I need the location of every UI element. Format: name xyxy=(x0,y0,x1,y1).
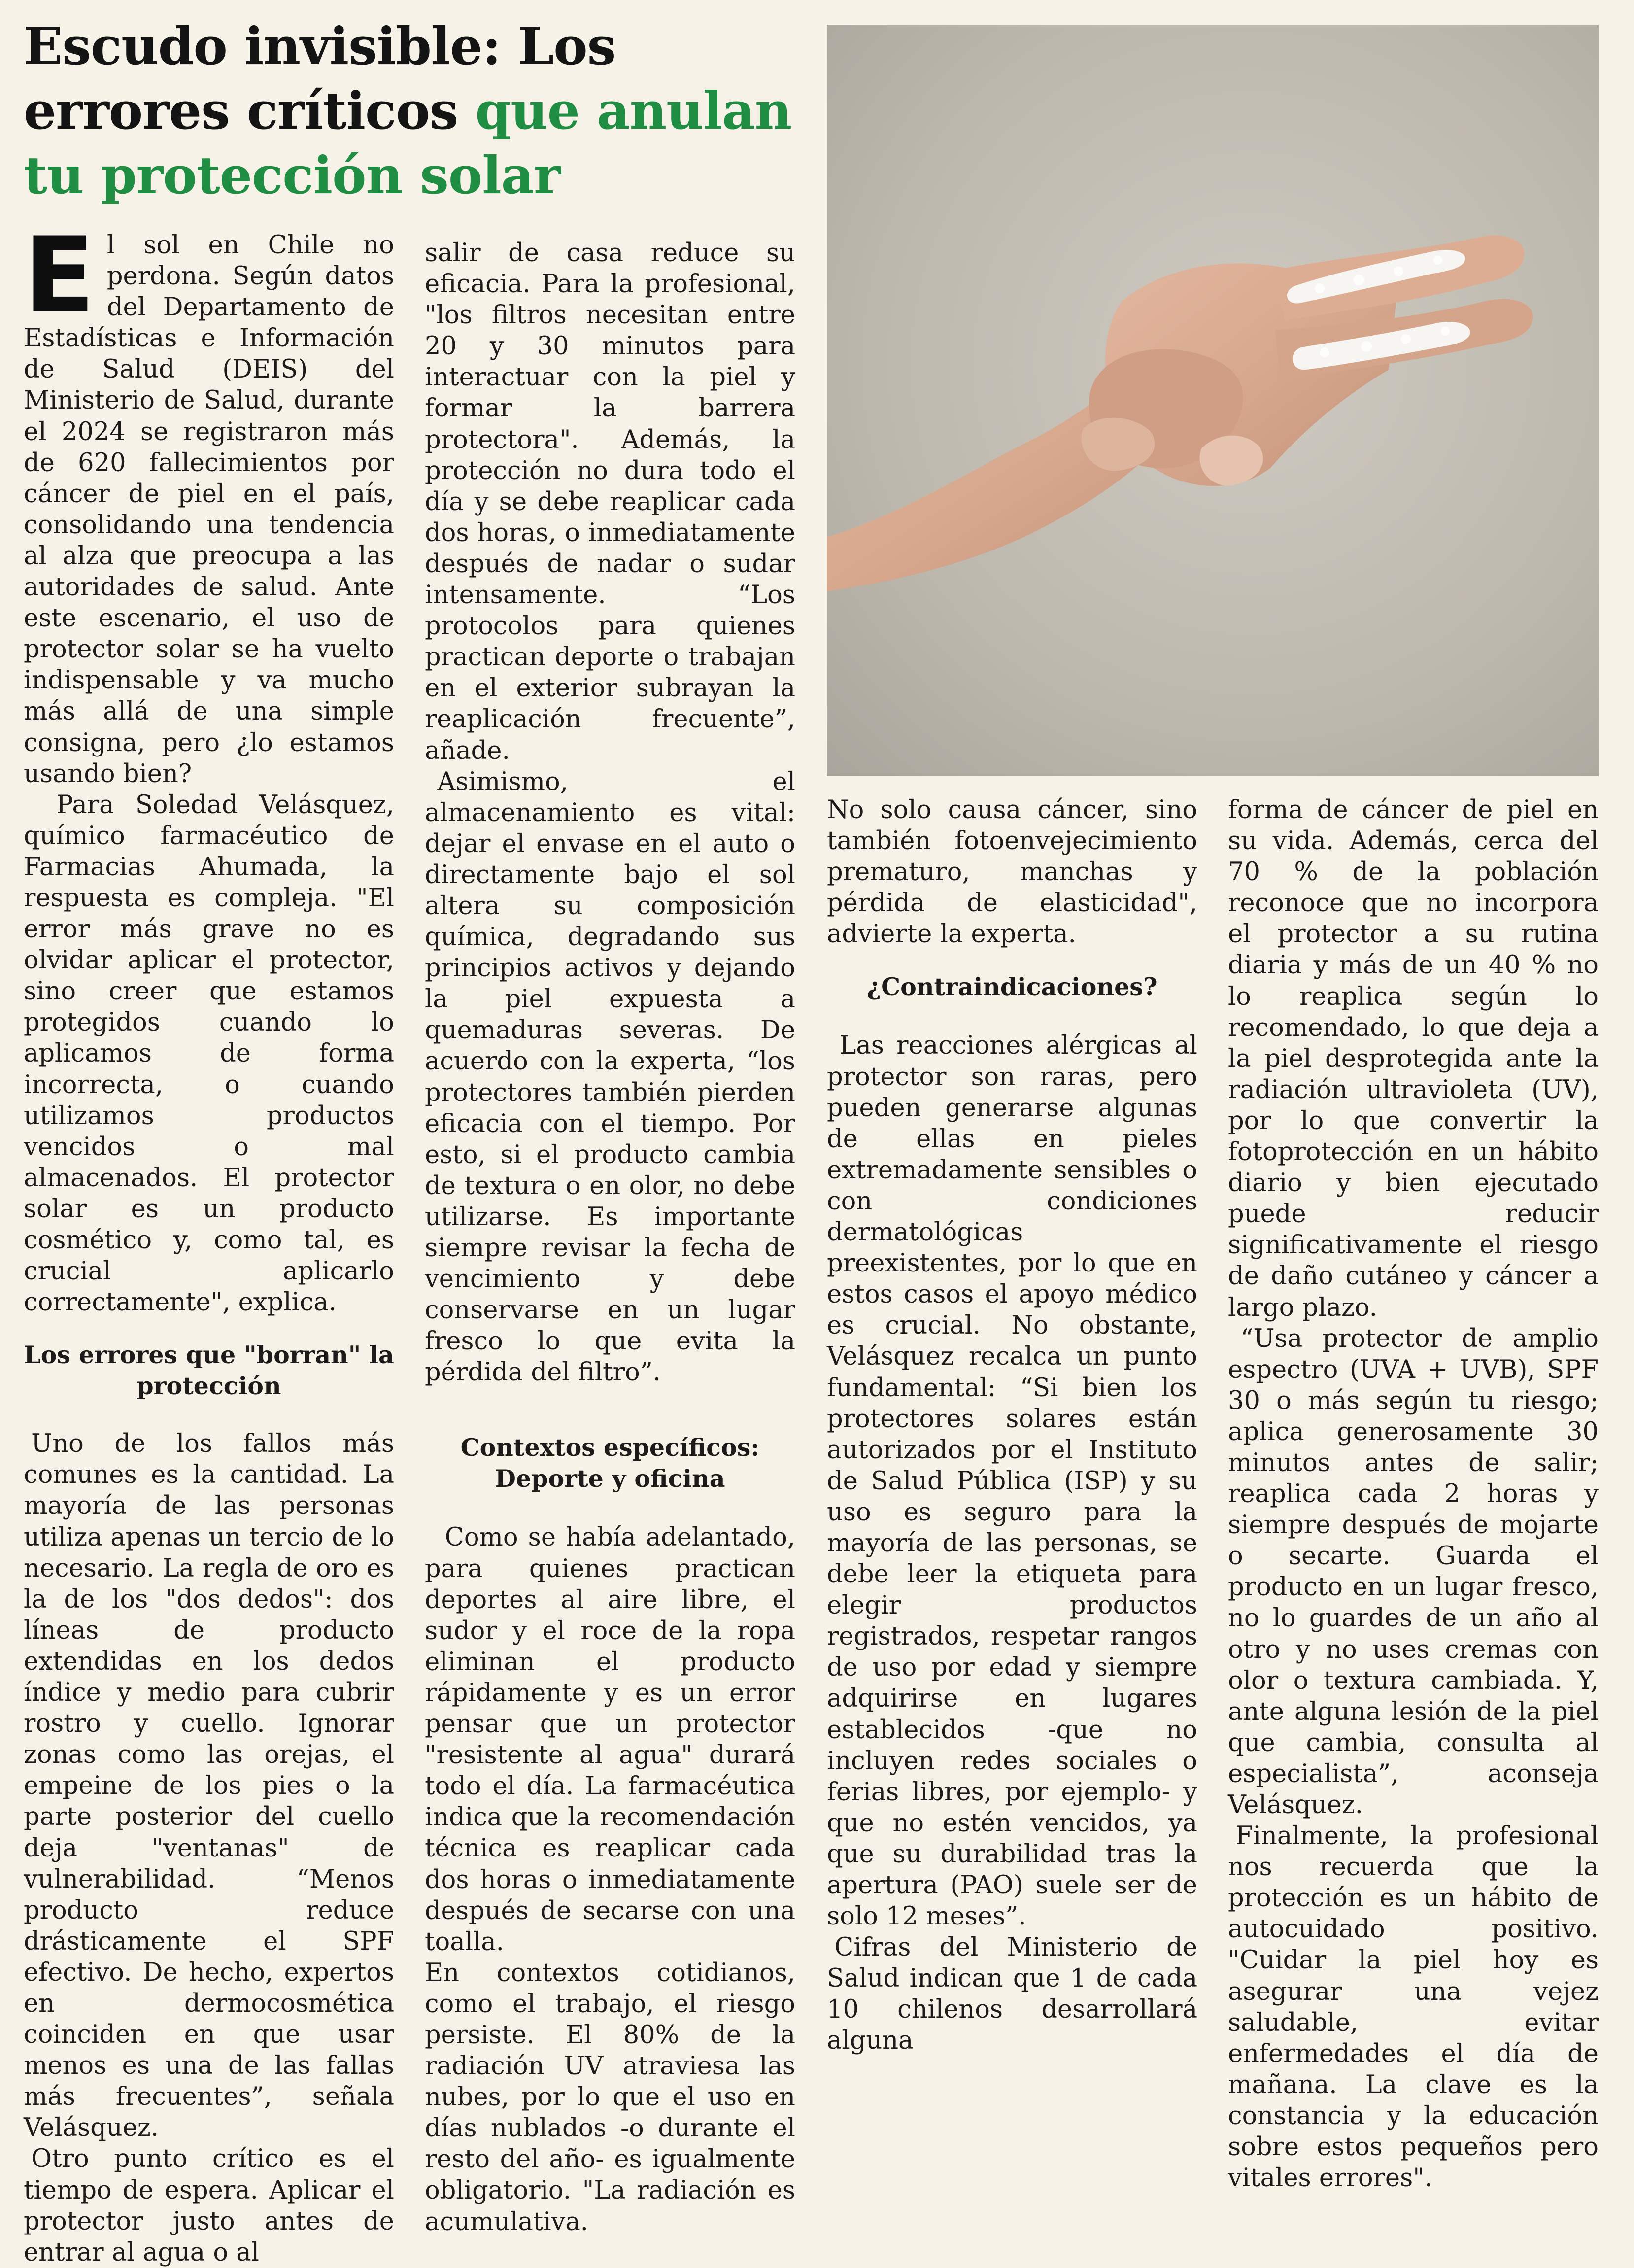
column-4 xyxy=(1228,794,1599,2194)
headline xyxy=(24,14,812,207)
article-photo xyxy=(827,25,1599,776)
col2-paragraph-2: Asimismo, el almacenamiento es vital: dejar el envase en el auto o directamente bajo el sol altera su composición química, degradando sus principios activos y dejando la piel expuesta a quemaduras severas. De acuerdo con la experta, “los protectores también pierden eficacia con el tiempo. Por esto, si el producto cambia de textura o en olor, no debe utilizarse. Es importante siempre revisar la fecha de vencimiento y debe conservarse en un lugar fresco lo que evita la pérdida del filtro”. xyxy=(425,767,795,1387)
headline-green: que anulan tu protección solar xyxy=(24,80,792,206)
col1-paragraph-4: Otro punto crítico es el tiempo de espera. Aplicar el protector justo antes de entrar al agua o al xyxy=(24,2144,394,2267)
col3-paragraph-1: No solo causa cáncer, sino también fotoenvejecimiento prematuro, manchas y pérdida de elasticidad", advierte la experta. xyxy=(827,795,1197,949)
col4-paragraph-3: Finalmente, la profesional nos recuerda que la protección es un hábito de autocuidado positivo. "Cuidar la piel hoy es asegurar una vejez saludable, evitar enfermedades el día de mañana. La clave es la constancia y la educación sobre estos pequeños pero vitales errores". xyxy=(1228,1821,1599,2193)
col1-subheading: Los errores que "borran" la protección xyxy=(24,1340,394,1401)
column-3 xyxy=(827,794,1197,2057)
col2-paragraph-4: En contextos cotidianos, como el trabajo, el riesgo persiste. El 80% de la radiación UV atraviesa las nubes, por lo que el uso en días nublados -o durante el resto del año- es igualmente obligatorio. "La radiación es acumulativa. xyxy=(425,1958,795,2236)
col2-paragraph-1: salir de casa reduce su eficacia. Para la profesional, "los filtros necesitan entre 20 y 30 minutos para interactuar con la piel y formar la barrera protectora". Además, la protección no dura todo el día y se debe reaplicar cada dos horas, o inmediatamente después de nadar o sudar intensamente. “Los protocolos para quienes practican deporte o trabajan en el exterior subrayan la reaplicación frecuente”, añade. xyxy=(425,239,795,765)
col1-paragraph-2: Para Soledad Velásquez, químico farmacéutico de Farmacias Ahumada, la respuesta es compleja. "El error más grave no es olvidar aplicar el protector, sino creer que estamos protegidos cuando lo aplicamos de forma incorrecta, o cuando utilizamos productos vencidos o mal almacenados. El protector solar es un producto cosmético y, como tal, es crucial aplicarlo correctamente", explica. xyxy=(24,790,394,1317)
column-2 xyxy=(425,238,795,2237)
col1-paragraph-1: l sol en Chile no perdona. Según datos del Departamento de Estadísticas e Información de Salud (DEIS) del Ministerio de Salud, durante el 2024 se registraron más de 620 fallecimientos por cáncer de piel en el país, consolidando una tendencia al alza que preocupa a las autoridades de salud. Ante este escenario, el uso de protector solar se ha vuelto indispensable y va mucho más allá de una simple consigna, pero ¿lo estamos usando bien? xyxy=(24,231,394,789)
col2-paragraph-3: Como se había adelantado, para quienes practican deportes al aire libre, el sudor y el roce de la ropa eliminan el producto rápidamente y es un error pensar que un protector "resistente al agua" durará todo el día. La farmacéutica indica que la recomendación técnica es reaplicar cada dos horas o inmediatamente después de secarse con una toalla. xyxy=(425,1523,795,1957)
col3-paragraph-3: Cifras del Ministerio de Salud indican que 1 de cada 10 chilenos desarrollará alguna xyxy=(827,1933,1197,2056)
col4-paragraph-1: forma de cáncer de piel en su vida. Además, cerca del 70 % de la población reconoce que no incorpora el protector a su rutina diaria y más de un 40 % no lo reaplica según lo recomendado, lo que deja a la piel desprotegida ante la radiación ultravioleta (UV), por lo que convertir la fotoprotección en un hábito diario y bien ejecutado puede reducir significativamente el riesgo de daño cutáneo y cáncer a largo plazo. xyxy=(1228,795,1599,1322)
col2-subheading: Contextos específicos: Deporte y oficina xyxy=(460,1433,760,1493)
column-1 xyxy=(24,214,394,2268)
col1-paragraph-3: Uno de los fallos más comunes es la cantidad. La mayoría de las personas utiliza apenas un tercio de lo necesario. La regla de oro es la de los "dos dedos": dos líneas de producto extendidas en los dedos índice y medio para cubrir rostro y cuello. Ignorar zonas como las orejas, el empeine de los pies o la parte posterior del cuello deja "ventanas" de vulnerabilidad. “Menos producto reduce drásticamente el SPF efectivo. De hecho, expertos en dermocosmética coinciden en que usar menos es una de las fallas más frecuentes”, señala Velásquez. xyxy=(24,1429,394,2143)
headline-black: Escudo invisible: Los errores críticos xyxy=(24,16,616,141)
hand-sunscreen-image xyxy=(827,25,1599,776)
col4-paragraph-2: “Usa protector de amplio espectro (UVA + UVB), SPF 30 o más según tu riesgo; aplica generosamente 30 minutos antes de salir; reaplica cada 2 horas y siempre después de mojarte o secarte. Guarda el producto en un lugar fresco, no lo guardes de un año al otro y no uses cremas con olor o textura cambiada. Y, ante alguna lesión de la piel que cambia, consulta al especialista”, aconseja Velásquez. xyxy=(1228,1324,1599,1820)
dropcap: E xyxy=(24,214,95,336)
col3-subheading: ¿Contraindicaciones? xyxy=(867,972,1157,1001)
col3-paragraph-2: Las reacciones alérgicas al protector son raras, pero pueden generarse algunas de ellas en pieles extremadamente sensibles o con condiciones dermatológicas preexistentes, por lo que en estos casos el apoyo médico es crucial. No obstante, Velásquez recalca un punto fundamental: “Si bien los protectores solares están autorizados por el Instituto de Salud Pública (ISP) y su uso es seguro para la mayoría de las personas, se debe leer la etiqueta para elegir productos registrados, respetar rangos de uso por edad y siempre adquirirse en lugares establecidos -que no incluyen redes sociales o ferias libres, por ejemplo- y que no estén vencidos, ya que su durabilidad tras la apertura (PAO) suele ser de solo 12 meses”. xyxy=(827,1031,1197,1931)
